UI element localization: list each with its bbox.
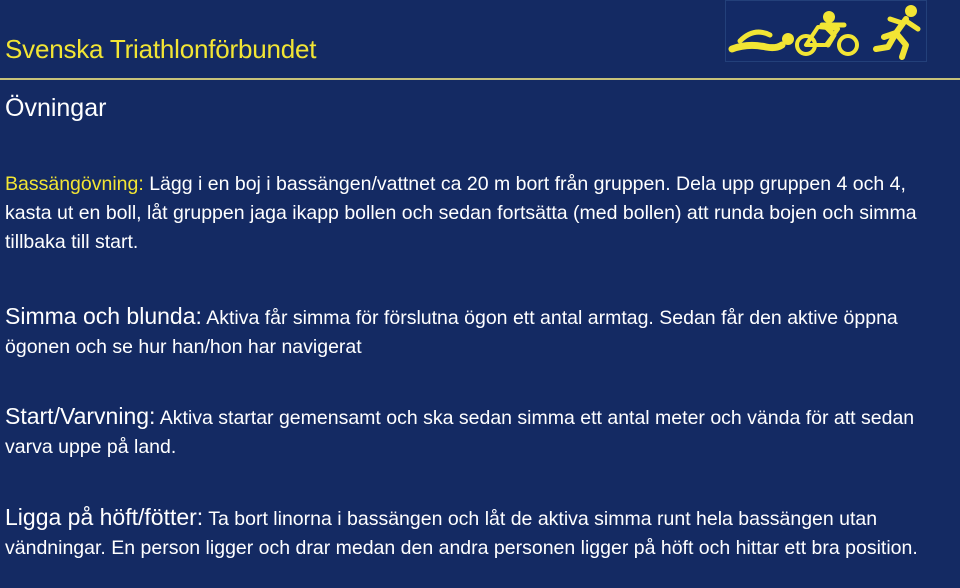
- exercise-paragraph: [5, 503, 950, 563]
- header-divider: [0, 78, 960, 80]
- exercise-text: Lägg i en boj i bassängen/vattnet ca 20 m bort från gruppen. Dela upp gruppen 4 och 4, kasta ut en boll, låt gruppen jaga ikapp bollen och sedan fortsätta (med bollen) att runda bojen och simma tillbaka till start.: [5, 173, 917, 253]
- section-title: Övningar: [5, 94, 107, 122]
- exercise-lead: Simma och blunda:: [5, 303, 202, 329]
- exercise-paragraph: [5, 302, 950, 362]
- exercise-text: Aktiva startar gemensamt och ska sedan simma ett antal meter och vända för att sedan varva uppe på land.: [5, 407, 915, 458]
- exercise-paragraph: [5, 402, 950, 462]
- org-title: Svenska Triathlonförbundet: [5, 34, 317, 64]
- exercise-text: Ta bort linorna i bassängen och låt de aktiva simma runt hela bassängen utan vändningar. En person ligger och drar medan den andra personen ligger på höft och hittar ett bra position.: [5, 508, 918, 559]
- exercise-lead: Bassängövning:: [5, 173, 144, 195]
- exercise-lead: Ligga på höft/fötter:: [5, 504, 204, 530]
- exercise-paragraph: [5, 170, 950, 257]
- exercise-text: Aktiva får simma för förslutna ögon ett antal armtag. Sedan får den aktive öppna ögonen och se hur han/hon har navigerat: [5, 307, 898, 358]
- exercise-lead: Start/Varvning:: [5, 403, 156, 429]
- triathlon-logo-icon: [725, 0, 927, 62]
